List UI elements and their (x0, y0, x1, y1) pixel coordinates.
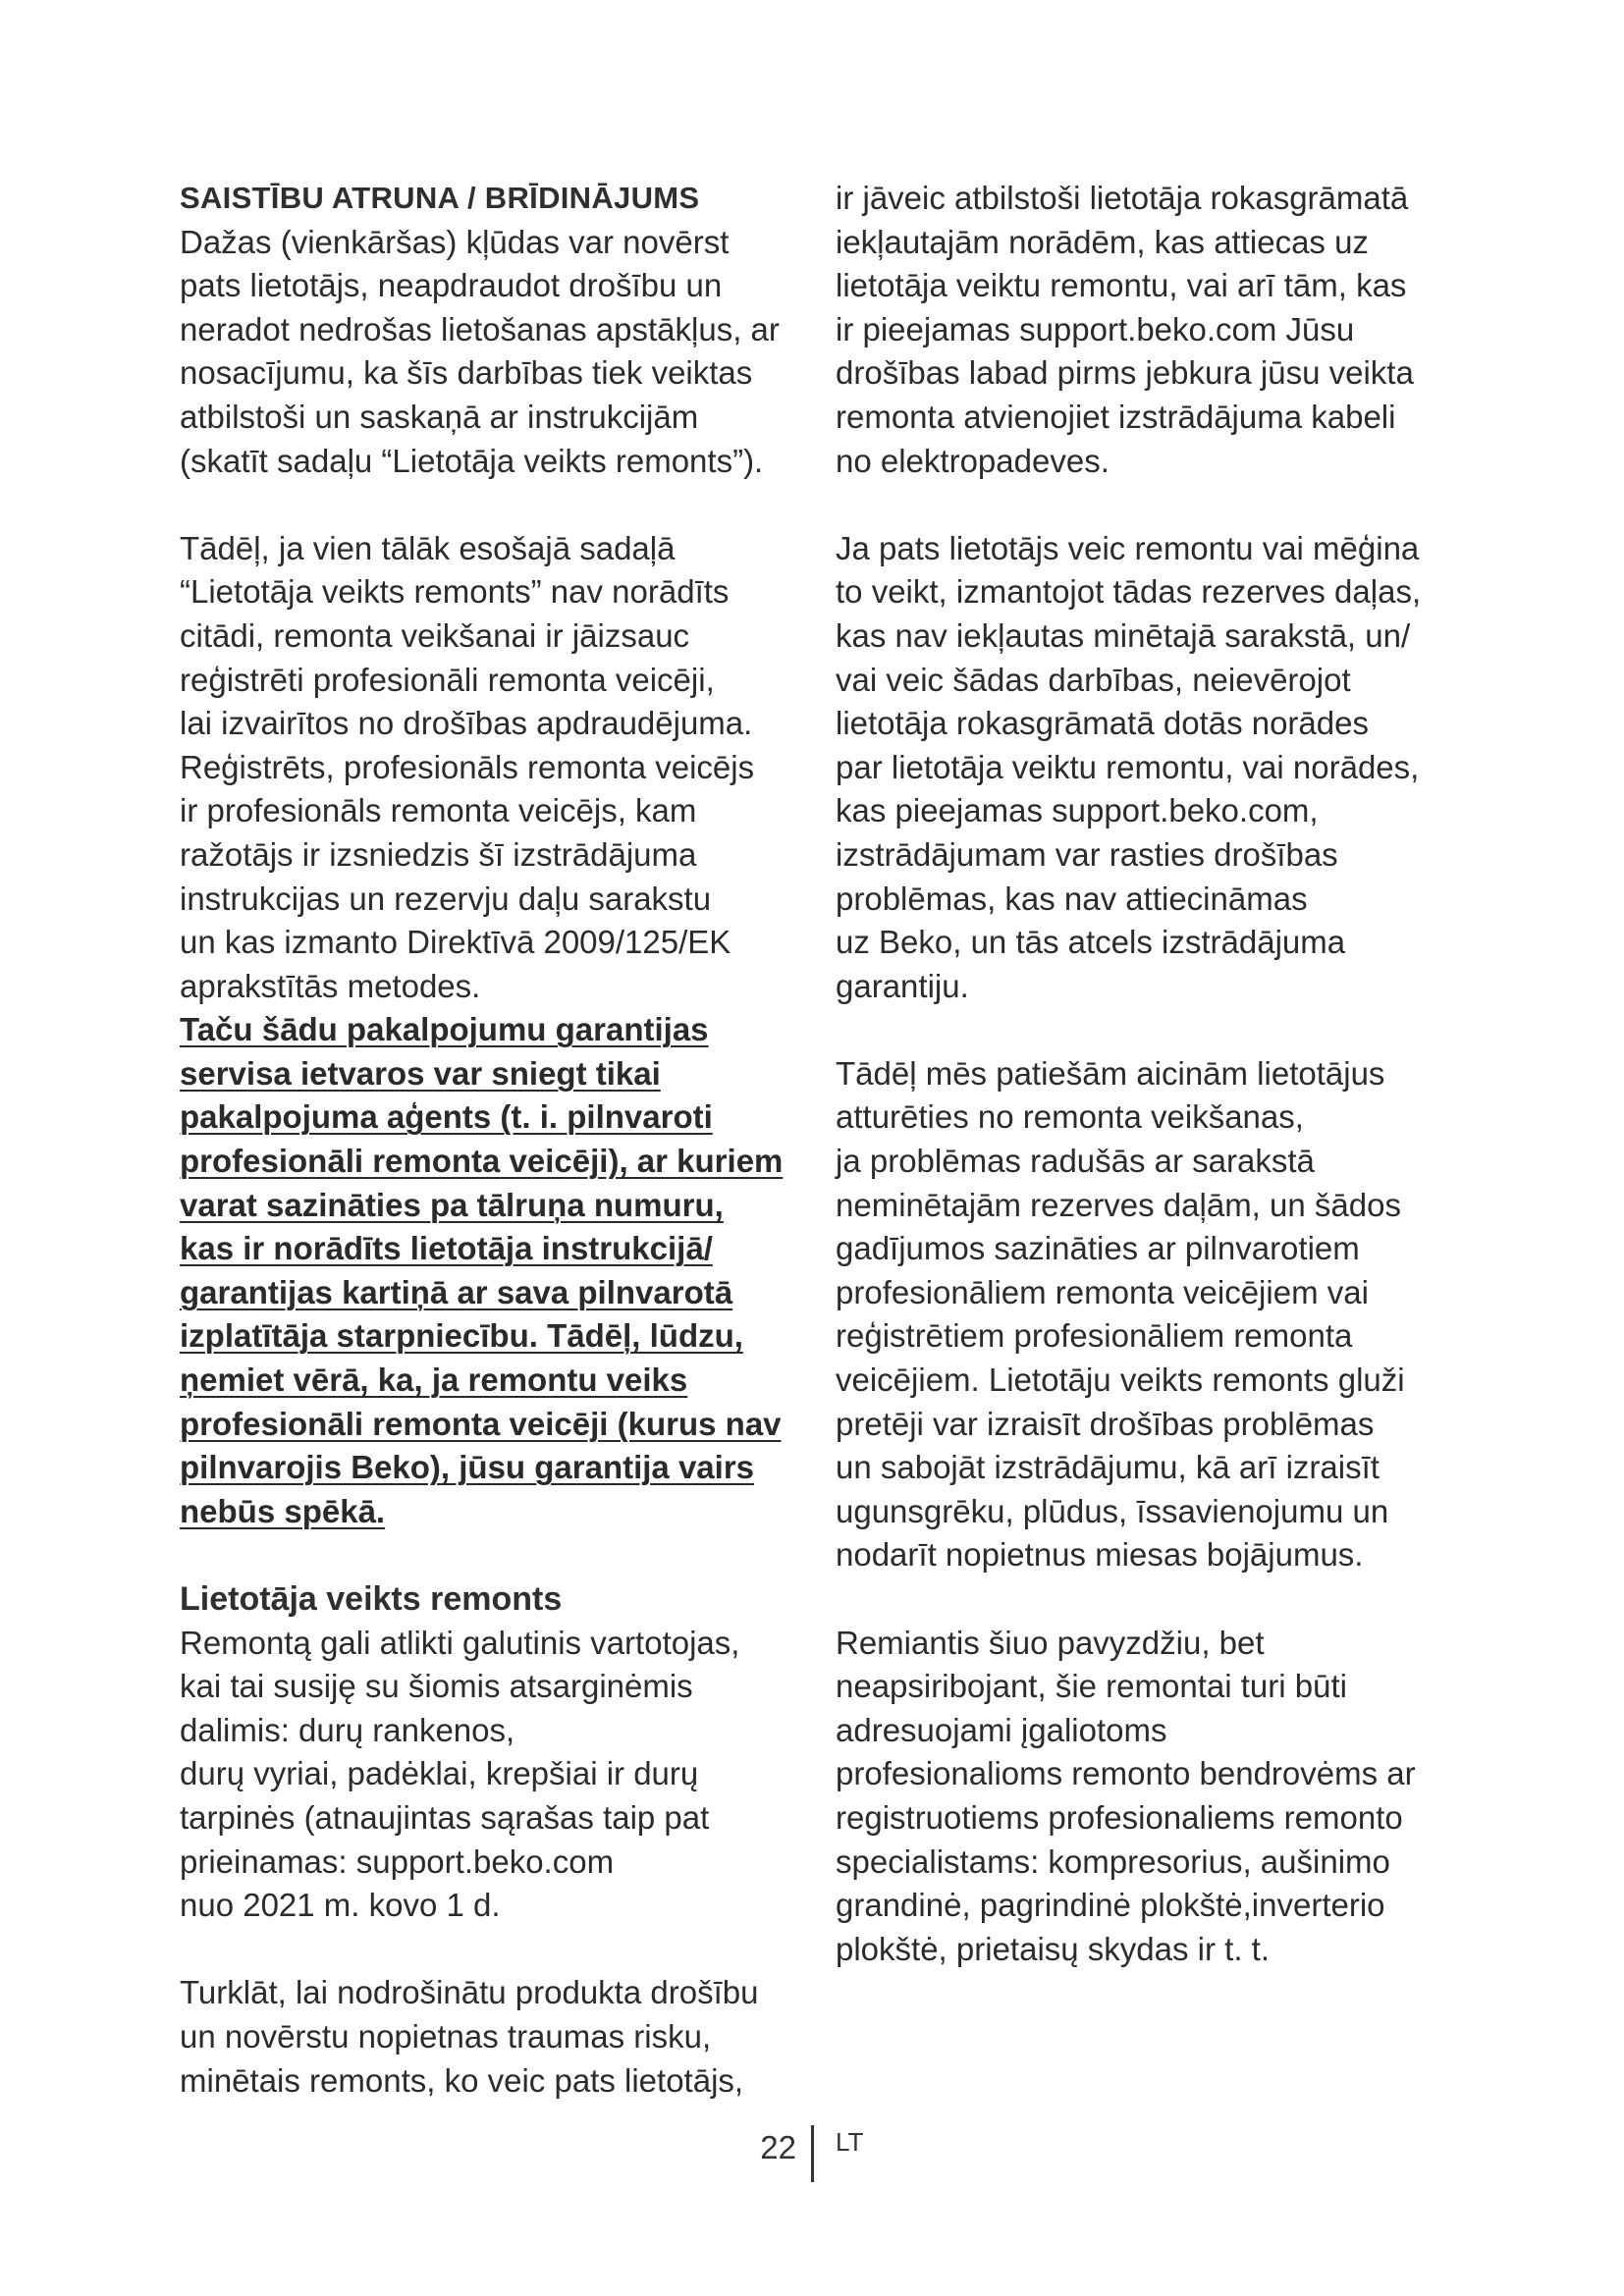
warning-line: kas ir norādīts lietotāja instrukcijā/ (180, 1230, 713, 1267)
text-line: ugunsgrēku, plūdus, īssavienojumu un (836, 1492, 1389, 1529)
text-line: garantiju. (836, 967, 969, 1004)
text-line: plokštė, prietaisų skydas ir t. t. (836, 1930, 1271, 1967)
text-line: ir jāveic atbilstoši lietotāja rokasgrāmatā (836, 180, 1409, 216)
warranty-warning (180, 1008, 808, 1533)
text-line: profesionāliem remonta veicējiem vai (836, 1273, 1369, 1310)
text-line: un novērstu nopietnas traumas risku, (180, 2017, 712, 2055)
text-line: Turklāt, lai nodrošinātu produkta drošību (180, 1974, 759, 2011)
left-paragraph-2 (180, 527, 808, 1009)
text-line: gadījumos sazināties ar pilnvarotiem (836, 1230, 1360, 1267)
text-line: uz Beko, un tās atcels izstrādājuma (836, 924, 1346, 961)
text-line: iekļautajām norādēm, kas attiecas uz (836, 223, 1369, 260)
text-line: instrukcijas un rezervju daļu sarakstu (180, 880, 712, 917)
warning-line: pakalpojuma aģents (t. i. pilnvaroti (180, 1098, 713, 1136)
text-line: kas nav iekļautas minētajā sarakstā, un/ (836, 616, 1411, 654)
text-line: specialistams: kompresorius, aušinimo (836, 1842, 1390, 1880)
text-line: lietotāja veiktu remontu, vai arī tām, kas (836, 267, 1407, 304)
paragraph-gap (180, 1533, 808, 1577)
right-paragraph-4 (836, 1622, 1464, 1972)
warning-line: profesionāli remonta veicēji (kurus nav (180, 1405, 782, 1442)
text-line: kai tai susiję su šiomis atsarginėmis (180, 1668, 693, 1705)
text-line: reģistrēti profesionāli remonta veicēji, (180, 661, 715, 698)
text-line: lietotāja rokasgrāmatā dotās norādes (836, 705, 1369, 742)
text-line: problēmas, kas nav attiecināmas (836, 880, 1308, 917)
text-line: Remiantis šiuo pavyzdžiu, bet (836, 1624, 1265, 1661)
text-line: drošības labad pirms jebkura jūsu veikta (836, 354, 1414, 392)
text-line: ir pieejamas support.beko.com Jūsu (836, 310, 1355, 347)
text-line: aprakstītās metodes. (180, 967, 481, 1004)
text-line: Tādēļ, ja vien tālāk esošajā sadaļā (180, 529, 676, 566)
right-paragraph-1 (836, 177, 1464, 483)
text-line: pretēji var izraisīt drošības problēmas (836, 1405, 1375, 1442)
text-line: dalimis: durų rankenos, (180, 1711, 515, 1748)
text-line: kas pieejamas support.beko.com, (836, 792, 1319, 829)
text-line: vai veic šādas darbības, neievērojot (836, 661, 1351, 698)
disclaimer-heading: SAISTĪBU ATRUNA / BRĪDINĀJUMS (180, 181, 700, 215)
warning-line: izplatītāja starpniecību. Tādēļ, lūdzu, (180, 1317, 743, 1355)
warning-line: ņemiet vērā, ka, ja remontu veiks (180, 1362, 688, 1399)
left-paragraph-1 (180, 221, 808, 484)
paragraph-gap (836, 1008, 1464, 1052)
text-line: nuo 2021 m. kovo 1 d. (180, 1887, 501, 1924)
text-line: neradot nedrošas lietošanas apstākļus, ar (180, 310, 780, 347)
right-column (836, 177, 1464, 1971)
warning-line: pilnvarojis Beko), jūsu garantija vairs (180, 1449, 755, 1486)
text-line: Ja pats lietotājs veic remontu vai mēģina (836, 529, 1420, 566)
text-line: pats lietotājs, neapdraudot drošību un (180, 267, 723, 304)
warning-line: servisa ietvaros var sniegt tikai (180, 1054, 661, 1092)
warning-line: varat sazināties pa tālruņa numuru, (180, 1186, 724, 1223)
warning-line: profesionāli remonta veicēji), ar kuriem (180, 1143, 784, 1180)
text-line: nosacījumu, ka šīs darbības tiek veiktas (180, 354, 753, 392)
text-line: veicējiem. Lietotāju veikts remonts gluži (836, 1362, 1405, 1399)
language-code: LT (836, 2127, 864, 2157)
text-line: adresuojami įgaliotoms (836, 1711, 1167, 1748)
text-line: citādi, remonta veikšanai ir jāizsauc (180, 616, 690, 654)
paragraph-gap (180, 483, 808, 527)
left-column (180, 177, 808, 2103)
page-footer (0, 2125, 1624, 2184)
left-paragraph-3 (180, 1622, 808, 1928)
text-line: (skatīt sadaļu “Lietotāja veikts remonts”). (180, 442, 764, 479)
text-line: neminētajām rezerves daļām, un šādos (836, 1186, 1401, 1223)
text-line: Remontą gali atlikti galutinis vartotojas, (180, 1624, 740, 1661)
right-paragraph-3 (836, 1052, 1464, 1577)
text-line: grandinė, pagrindinė plokštė,inverterio (836, 1887, 1385, 1924)
left-paragraph-4 (180, 1971, 808, 2103)
text-line: remonta atvienojiet izstrādājuma kabeli (836, 398, 1396, 435)
warning-line: Taču šādu pakalpojumu garantijas (180, 1011, 709, 1048)
text-line: reģistrētiem profesionāliem remonta (836, 1317, 1353, 1355)
right-paragraph-2 (836, 527, 1464, 1009)
user-repair-heading: Lietotāja veikts remonts (180, 1580, 563, 1618)
page-number: 22 (760, 2129, 796, 2165)
text-line: neapsiribojant, šie remontai turi būti (836, 1668, 1347, 1705)
text-line: tarpinės (atnaujintas sąrašas taip pat (180, 1798, 710, 1836)
text-line: atbilstoši un saskaņā ar instrukcijām (180, 398, 699, 435)
text-line: un kas izmanto Direktīvā 2009/125/EK (180, 924, 731, 961)
text-line: izstrādājumam var rasties drošības (836, 835, 1338, 873)
text-line: nodarīt nopietnus miesas bojājumus. (836, 1536, 1364, 1574)
text-line: atturēties no remonta veikšanas, (836, 1098, 1304, 1136)
text-line: profesionalioms remonto bendrovėms ar (836, 1755, 1416, 1792)
paragraph-gap (180, 1928, 808, 1972)
text-line: Tādēļ mēs patiešām aicinām lietotājus (836, 1054, 1385, 1092)
text-line: Dažas (vienkāršas) kļūdas var novērst (180, 223, 730, 260)
text-line: registruotiems profesionaliems remonto (836, 1798, 1403, 1836)
paragraph-gap (836, 1577, 1464, 1622)
text-line: prieinamas: support.beko.com (180, 1842, 615, 1880)
text-line: ir profesionāls remonta veicējs, kam (180, 792, 697, 829)
text-line: minētais remonts, ko veic pats lietotājs, (180, 2061, 744, 2099)
text-line: “Lietotāja veikts remonts” nav norādīts (180, 573, 730, 611)
footer-divider (811, 2125, 814, 2182)
text-line: durų vyriai, padėklai, krepšiai ir durų (180, 1755, 699, 1792)
text-line: ražotājs ir izsniedzis šī izstrādājuma (180, 835, 697, 873)
text-line: un sabojāt izstrādājumu, kā arī izraisīt (836, 1449, 1380, 1486)
text-line: Reģistrēts, profesionāls remonta veicējs (180, 748, 755, 785)
text-line: ja problēmas radušās ar sarakstā (836, 1143, 1315, 1180)
text-line: par lietotāja veiktu remontu, vai norādes, (836, 748, 1420, 785)
text-line: lai izvairītos no drošības apdraudējuma. (180, 705, 753, 742)
paragraph-gap (836, 483, 1464, 527)
text-line: to veikt, izmantojot tādas rezerves daļas, (836, 573, 1422, 611)
warning-line: garantijas kartiņā ar sava pilnvarotā (180, 1273, 733, 1310)
warning-line: nebūs spēkā. (180, 1492, 386, 1529)
text-line: no elektropadeves. (836, 442, 1110, 479)
